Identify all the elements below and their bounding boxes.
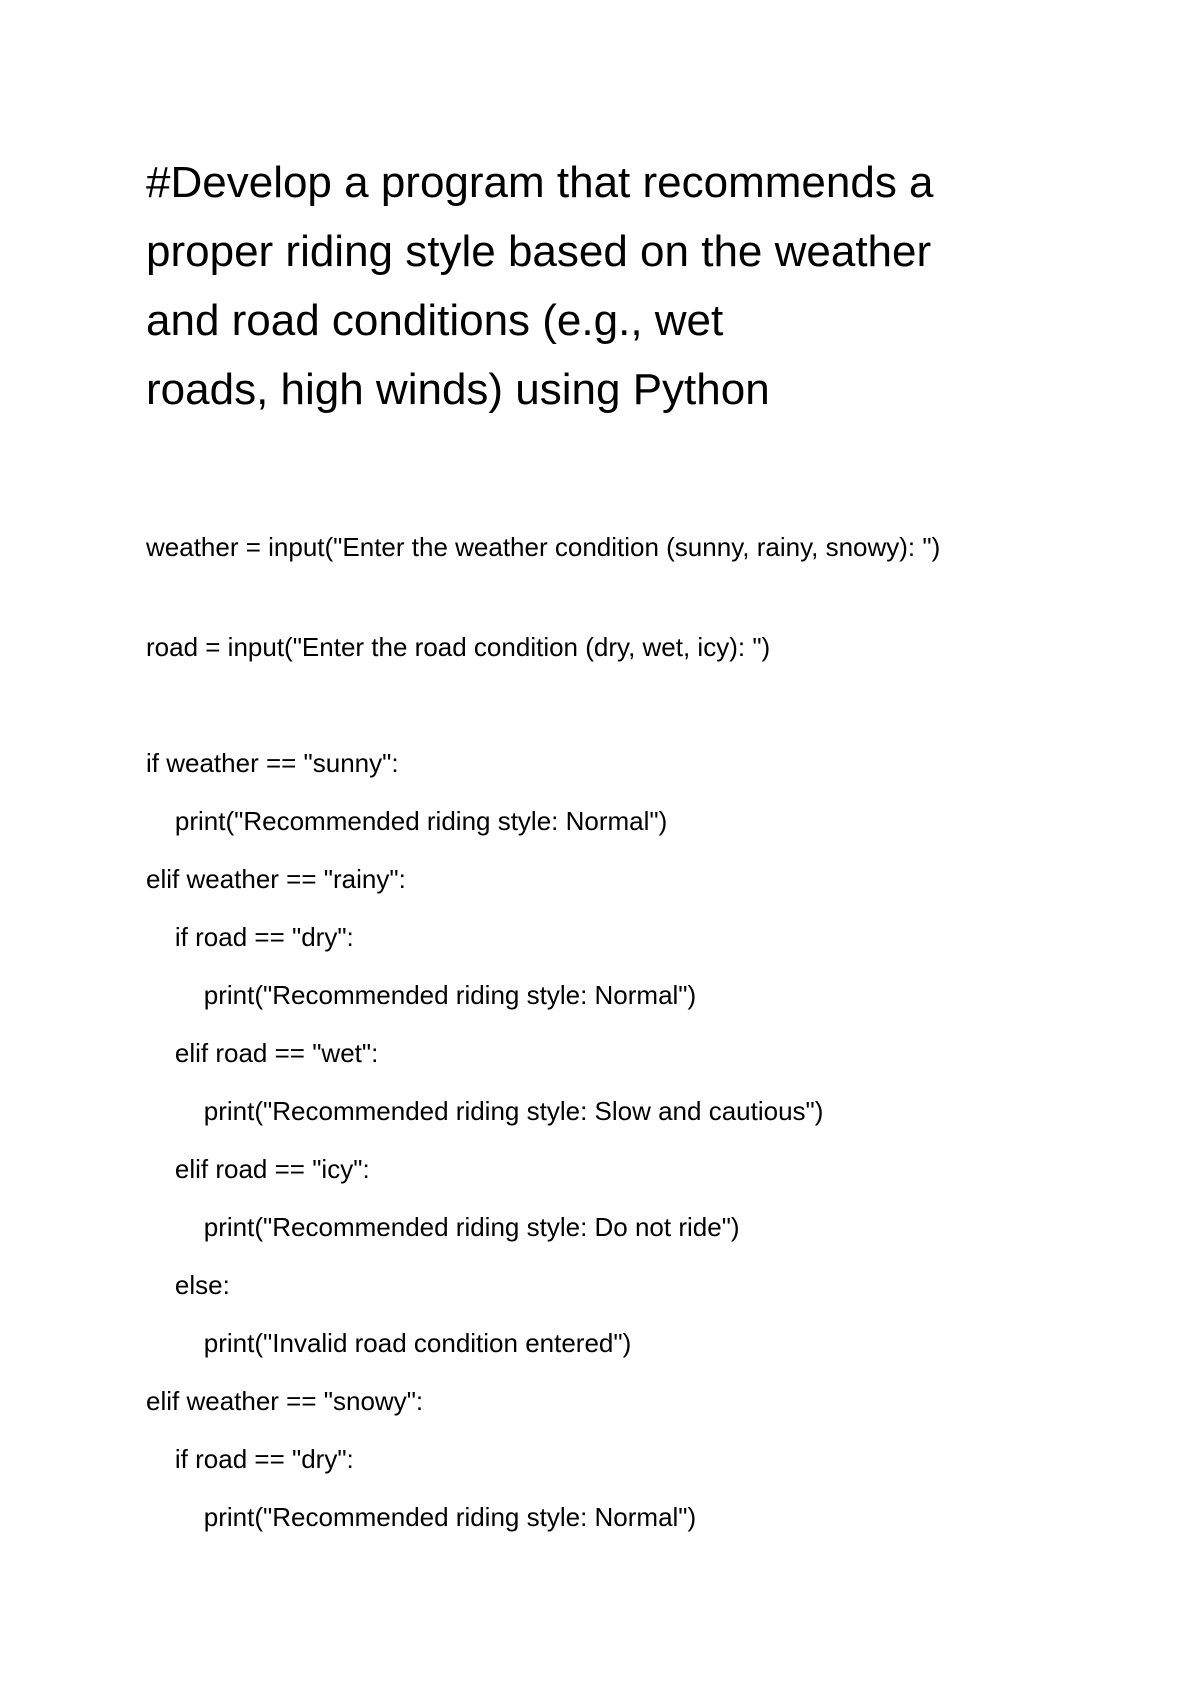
code-line-if-sunny: if weather == "sunny": [146,748,399,778]
code-line-if-dry-1: if road == "dry": [146,922,354,952]
code-line-road-input: road = input("Enter the road condition (dry, wet, icy): ") [146,632,771,662]
code-line-elif-snowy: elif weather == "snowy": [146,1386,424,1416]
code-line-print-invalid: print("Invalid road condition entered") [146,1328,632,1358]
title-line-1: #Develop a program that recommends a [146,158,934,207]
code-line-weather-input: weather = input("Enter the weather condition (sunny, rainy, snowy): ") [146,532,941,562]
code-line-print-slow: print("Recommended riding style: Slow and cautious") [146,1096,824,1126]
title-line-2: proper riding style based on the weather [146,227,932,276]
code-line-if-dry-2: if road == "dry": [146,1444,354,1474]
title-line-4: roads, high winds) using Python [146,365,770,414]
document-title [146,148,1076,424]
code-line-else: else: [146,1270,230,1300]
code-line-print-normal-3: print("Recommended riding style: Normal") [146,1502,697,1532]
code-line-print-normal-1: print("Recommended riding style: Normal") [146,806,668,836]
title-line-3: and road conditions (e.g., wet [146,296,724,345]
code-line-elif-icy: elif road == "icy": [146,1154,370,1184]
code-line-elif-wet: elif road == "wet": [146,1038,379,1068]
code-line-print-normal-2: print("Recommended riding style: Normal") [146,980,697,1010]
code-line-elif-rainy: elif weather == "rainy": [146,864,406,894]
code-line-print-do-not-ride: print("Recommended riding style: Do not ride") [146,1212,740,1242]
